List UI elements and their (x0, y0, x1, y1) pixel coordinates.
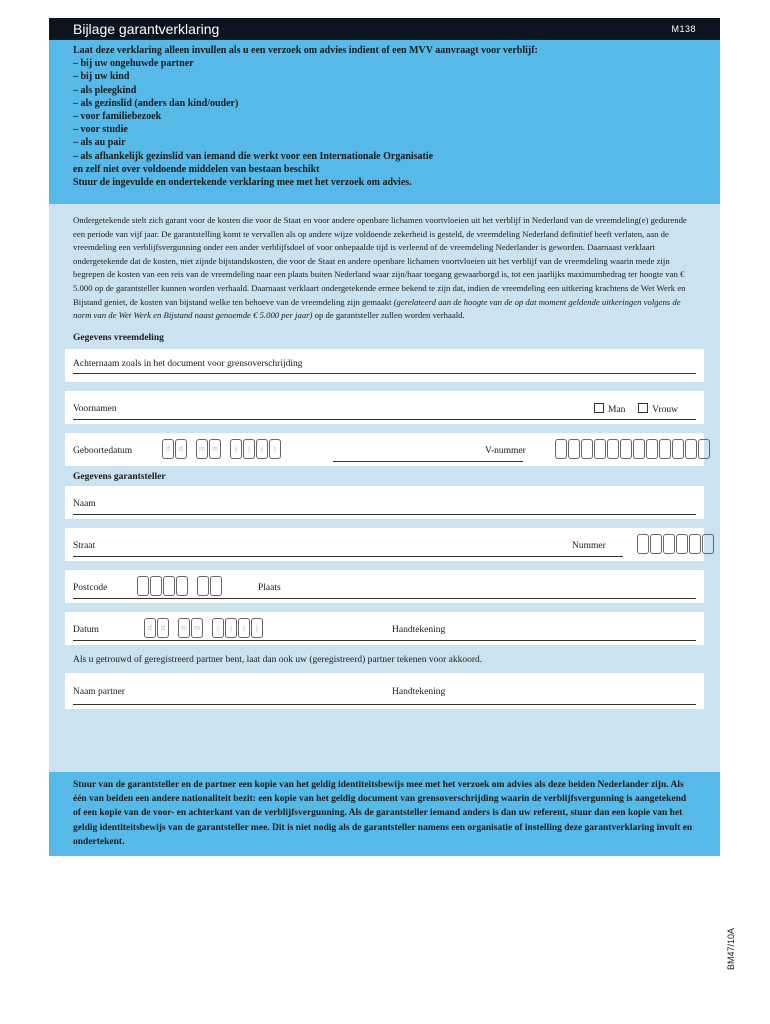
partner-signature-label: Handtekening (392, 686, 446, 697)
house-number-boxes[interactable] (637, 534, 715, 554)
form-body (49, 204, 720, 772)
form-code: BM47/10A (726, 927, 736, 970)
postcode-cell[interactable] (163, 576, 175, 596)
dob-line (333, 461, 523, 462)
intro-line: – bij uw kind (73, 71, 130, 83)
date-boxes[interactable] (144, 618, 272, 638)
vnumber-cell[interactable] (555, 439, 567, 459)
date-cell[interactable]: j (225, 618, 237, 638)
date-cell[interactable]: j (269, 439, 281, 459)
intro-line: Laat deze verklaring alleen invullen als u een verzoek om advies indient of een MVV aanvraagt voor verblijf: (73, 45, 538, 56)
street-label: Straat (73, 540, 96, 551)
name-label: Naam (73, 498, 96, 509)
vnumber-label: V-nummer (485, 445, 526, 456)
form-number: M138 (671, 24, 696, 34)
firstnames-field[interactable] (65, 391, 704, 424)
house-number-cell[interactable] (650, 534, 662, 554)
vnumber-cell[interactable] (568, 439, 580, 459)
intro-line: – als au pair (73, 137, 126, 149)
date-sign-line (73, 640, 696, 641)
street-field[interactable] (65, 528, 704, 561)
gender-options (594, 403, 678, 415)
partner-line (73, 704, 696, 705)
surname-field[interactable] (65, 349, 704, 382)
dob-label: Geboortedatum (73, 445, 133, 456)
vnumber-cell[interactable] (685, 439, 697, 459)
intro-block (49, 40, 720, 204)
date-cell[interactable]: m (209, 439, 221, 459)
partner-note: Als u getrouwd of geregistreerd partner bent, laat dan ook uw (geregistreerd) partner tekenen voor akkoord. (73, 654, 483, 665)
form-page (49, 18, 720, 856)
date-cell[interactable]: m (178, 618, 190, 638)
outro-block (49, 772, 720, 856)
partner-field[interactable] (65, 673, 704, 709)
postcode-boxes[interactable] (137, 576, 231, 596)
date-cell[interactable]: d (162, 439, 174, 459)
street-line (73, 556, 623, 557)
postcode-cell[interactable] (137, 576, 149, 596)
dob-boxes[interactable] (162, 439, 290, 459)
date-sign-field[interactable] (65, 612, 704, 645)
postcode-label: Postcode (73, 582, 108, 593)
date-cell[interactable]: j (251, 618, 263, 638)
city-label: Plaats (258, 582, 281, 593)
surname-line (73, 373, 696, 374)
house-number-cell[interactable] (702, 534, 714, 554)
postcode-cell[interactable] (176, 576, 188, 596)
male-checkbox[interactable] (594, 403, 604, 413)
vnumber-cell[interactable] (594, 439, 606, 459)
intro-line: en zelf niet over voldoende middelen van bestaan beschikt (73, 163, 320, 175)
male-label: Man (608, 404, 626, 415)
female-label: Vrouw (652, 404, 678, 415)
date-cell[interactable]: j (256, 439, 268, 459)
date-cell[interactable]: j (238, 618, 250, 638)
intro-line: – voor studie (73, 124, 128, 136)
date-cell[interactable]: m (196, 439, 208, 459)
vnumber-cell[interactable] (633, 439, 645, 459)
house-number-cell[interactable] (663, 534, 675, 554)
intro-line: – als afhankelijk gezinslid van iemand die werkt voor een Internationale Organisatie (73, 150, 434, 162)
section-title-foreigner: Gegevens vreemdeling (73, 332, 164, 343)
date-cell[interactable]: j (230, 439, 242, 459)
vnumber-cell[interactable] (646, 439, 658, 459)
intro-line: – als pleegkind (73, 84, 137, 96)
signature-label: Handtekening (392, 624, 446, 635)
house-number-cell[interactable] (689, 534, 701, 554)
dob-field[interactable] (65, 433, 704, 466)
postcode-field[interactable] (65, 570, 704, 603)
female-checkbox[interactable] (638, 403, 648, 413)
vnumber-cell[interactable] (659, 439, 671, 459)
section-title-guarantor: Gegevens garantsteller (73, 471, 166, 482)
guarantee-statement (73, 214, 696, 323)
date-cell[interactable]: m (191, 618, 203, 638)
date-cell[interactable]: j (212, 618, 224, 638)
intro-line: – voor familiebezoek (73, 111, 162, 123)
date-cell[interactable]: d (175, 439, 187, 459)
statement-italic: (gerelateerd aan de hoogte van de op dat moment geldende uitkeringen volgens de norm van de Wet Werk en Bijstand naast genoemde € 5.000 per jaar) (73, 296, 681, 321)
statement-text: Ondergetekende stelt zich garant voor de kosten die voor de Staat en voor andere openbare lichamen voortvloeien uit het verblijf in Nederland van de vreemdeling(e) gedurende een periode van vijf jaar. De garantstelling komt te vervallen als op andere wijze voldoende zekerheid is gesteld, de vreemdeling Nederland definitief heeft verlaten, aan de vreemdeling een verblijfsvergunning onder een ander verblijfsdoel of voor onbepaalde tijd is verleend of de vreemdeling Nederlander is geworden. Daarnaast verklaart ondergetekende dat de kosten, niet zijnde bijstandskosten, die voor de Staat en andere openbare lichamen voortvloeien uit het verblijf van de vreemdeling waarin mede zijn begrepen de kosten van een reis van de vreemdeling naar een plaats buiten Nederland waar zijn/haar toegang gewaarborgd is, tot een jaarlijks maximumbedrag ter hoogte van € 5.000 op de garantsteller kunnen worden verhaald. Daarnaast verklaart ondergetekende ermee bekend te zijn dat, indien de vreemdeling een uitkering krachtens de Wet Werk en Bijstand geniet, de kosten van bijstand welke ten behoeve van de vreemdeling zijn gemaakt (73, 215, 687, 307)
date-cell[interactable]: d (157, 618, 169, 638)
firstnames-line (73, 419, 696, 420)
vnumber-cell[interactable] (672, 439, 684, 459)
outro-text: Stuur van de garantsteller en de partner een kopie van het geldig identiteitsbewijs mee met het verzoek om advies als deze beiden Nederlander zijn. Als één van beiden een andere nationaliteit bezit: een kopie van het geldig document van grensoverschrijding waarin de verblijfsvergunning is aangetekend of een kopie van de voor- en achterkant van de verblijfsvergunning. Als de garantsteller iemand anders is dan uw referent, stuur dan een kopie van het geldig identiteitsbewijs van de garantsteller mee. Dit is niet nodig als de garantsteller namens een organisatie of instelling deze garantverklaring invult en ondertekent. (73, 780, 693, 847)
number-label: Nummer (572, 540, 606, 551)
vnumber-boxes[interactable] (555, 439, 711, 459)
name-line (73, 514, 696, 515)
vnumber-cell[interactable] (698, 439, 710, 459)
surname-label: Achternaam zoals in het document voor grensoverschrijding (73, 358, 303, 369)
partner-name-label: Naam partner (73, 686, 125, 697)
house-number-cell[interactable] (637, 534, 649, 554)
firstnames-label: Voornamen (73, 403, 117, 414)
title-bar (49, 18, 720, 40)
vnumber-cell[interactable] (581, 439, 593, 459)
postcode-city-line (73, 598, 696, 599)
postcode-cell[interactable] (197, 576, 209, 596)
date-cell[interactable]: j (243, 439, 255, 459)
statement-end: op de garantsteller zullen worden verhaald. (312, 310, 465, 321)
postcode-cell[interactable] (150, 576, 162, 596)
vnumber-cell[interactable] (607, 439, 619, 459)
intro-line: – als gezinslid (anders dan kind/ouder) (73, 97, 239, 109)
intro-line: Stuur de ingevulde en ondertekende verklaring mee met het verzoek om advies. (73, 177, 412, 189)
name-field[interactable] (65, 486, 704, 519)
postcode-cell[interactable] (210, 576, 222, 596)
date-cell[interactable]: d (144, 618, 156, 638)
house-number-cell[interactable] (676, 534, 688, 554)
date-label: Datum (73, 624, 99, 635)
vnumber-cell[interactable] (620, 439, 632, 459)
intro-line: – bij uw ongehuwde partner (73, 58, 194, 70)
form-title: Bijlage garantverklaring (73, 21, 220, 37)
